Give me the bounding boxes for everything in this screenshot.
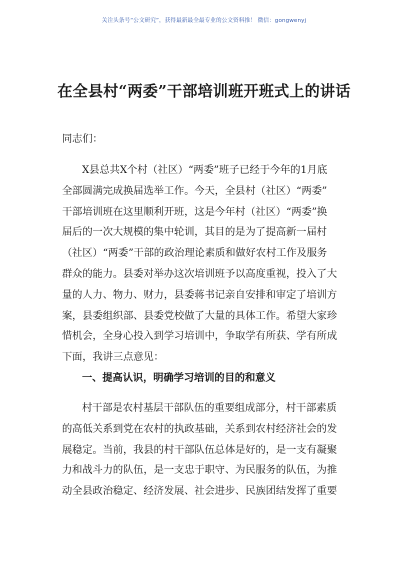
paragraph-1-line: 届后的一次大规模的集中轮训，其目的是为了提高新一届村	[62, 227, 327, 239]
paragraph-1-line: 量的人力、物力、财力，县委蒋书记亲自安排和审定了培训方	[62, 289, 338, 301]
paragraph-2-line: 动全县政治稳定、经济发展、社会进步、民族团结发挥了重要	[62, 486, 338, 498]
paragraph-1-line: （社区）“两委”干部的政治理论素质和做好农村工作及服务	[62, 248, 328, 260]
paragraph-1-line: X县总共X个村（社区）“两委”班子已经于今年的1月底	[82, 165, 328, 176]
paragraph-1-line: 群众的能力。县委对举办这次培训班予以高度重视，投入了大	[62, 268, 338, 280]
section-heading-1: 一、提高认识，明确学习培训的目的和意义	[82, 372, 276, 384]
header-banner: 关注头条号“公文研究”，获得最新最全最专业的公文资料推！ 微信：gongwenyj	[101, 18, 307, 24]
paragraph-1-line: 干部培训班在这里顺利开班，这是今年村（社区）“两委”换	[62, 206, 328, 218]
greeting: 同志们：	[62, 134, 103, 145]
paragraph-1-line: 案，县委组织部、县委党校做了大量的具体工作。希望大家珍	[62, 310, 338, 322]
paragraph-1-line: 下面，我讲三点意见：	[62, 352, 164, 364]
paragraph-1-line: 全部圆满完成换届选举工作。今天，全县村（社区）“两委”	[62, 185, 328, 197]
paragraph-2	[62, 399, 358, 503]
paragraph-2-line: 展稳定。当前，我县的村干部队伍总体是好的，是一支有凝聚	[62, 444, 338, 456]
paragraph-2-line: 的高低关系到党在农村的执政基础，关系到农村经济社会的发	[62, 423, 338, 435]
document-title: 在全县村“两委”干部培训班开班式上的讲话	[57, 82, 351, 100]
paragraph-1	[62, 161, 358, 369]
paragraph-1-line: 惜机会，全身心投入到学习培训中，争取学有所获、学有所成	[62, 331, 338, 343]
paragraph-2-line: 力和战斗力的队伍，是一支忠于职守、为民服务的队伍，为推	[62, 465, 338, 477]
paragraph-2-line: 村干部是农村基层干部队伍的重要组成部分，村干部素质	[82, 403, 337, 414]
